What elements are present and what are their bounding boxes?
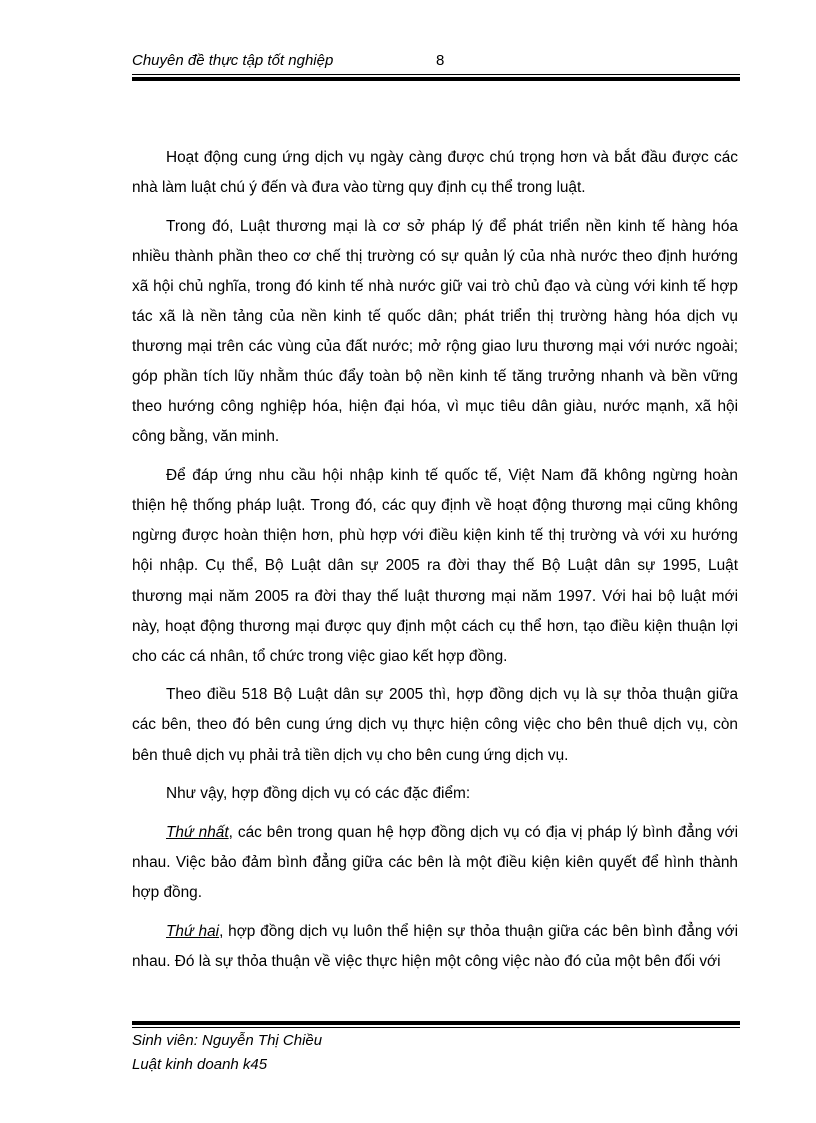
paragraph: Như vậy, hợp đồng dịch vụ có các đặc điểm:	[166, 785, 471, 803]
feature-text: , các bên trong quan hệ hợp đồng dịch vụ có địa vị pháp lý bình đẳng với nhau. Việc bảo đảm bình đẳng giữa các bên là một điều kiện kiên quyết để hình thành hợp đồng.	[132, 823, 738, 902]
feature-label: Thứ nhất	[166, 823, 229, 841]
header-rule-thin	[132, 74, 740, 75]
page-number: 8	[436, 52, 445, 69]
page-header	[132, 52, 740, 76]
page-footer	[132, 1029, 322, 1077]
paragraph: Theo điều 518 Bộ Luật dân sự 2005 thì, hợp đồng dịch vụ là sự thỏa thuận giữa các bên, theo đó bên cung ứng dịch vụ thực hiện công việc cho bên thuê dịch vụ, còn bên thuê dịch vụ phải trả tiền dịch vụ cho bên cung ứng dịch vụ.	[132, 686, 738, 764]
feature-paragraph-2	[132, 917, 738, 977]
header-rule-thick	[132, 77, 740, 81]
paragraph: Hoạt động cung ứng dịch vụ ngày càng được chú trọng hơn và bắt đầu được các nhà làm luật chú ý đến và đưa vào từng quy định cụ thể trong luật.	[132, 149, 738, 197]
paragraph: Để đáp ứng nhu cầu hội nhập kinh tế quốc tế, Việt Nam đã không ngừng hoàn thiện hệ thống pháp luật. Trong đó, các quy định về hoạt động thương mại cũng không ngừng được hoàn thiện hơn, phù hợp với điều kiện kinh tế thị trường và với xu hướng hội nhập. Cụ thể, Bộ Luật dân sự 2005 ra đời thay thế Bộ Luật dân sự 1995, Luật thương mại năm 2005 ra đời thay thế luật thương mại năm 1997. Với hai bộ luật mới này, hoạt động thương mại được quy định một cách cụ thể hơn, tạo điều kiện thuận lợi cho các cá nhân, tổ chức trong việc giao kết hợp đồng.	[132, 467, 738, 665]
document-body	[132, 143, 738, 977]
footer-rule-thin	[132, 1027, 740, 1028]
footer-student: Sinh viên: Nguyễn Thị Chiều	[132, 1032, 323, 1049]
feature-paragraph-1	[132, 818, 738, 908]
paragraph: Trong đó, Luật thương mại là cơ sở pháp lý để phát triển nền kinh tế hàng hóa nhiều thành phần theo cơ chế thị trường có sự quản lý của nhà nước theo định hướng xã hội chủ nghĩa, trong đó kinh tế nhà nước giữ vai trò chủ đạo và cùng với kinh tế hợp tác xã là nền tảng của nền kinh tế quốc dân; phát triển thị trường hàng hóa dịch vụ thương mại trên các vùng của đất nước; mở rộng giao lưu thương mại với nước ngoài; góp phần tích lũy nhằm thúc đẩy toàn bộ nền kinh tế tăng trưởng nhanh và bền vững theo hướng công nghiệp hóa, hiện đại hóa, vì mục tiêu dân giàu, nước mạnh, xã hội công bằng, văn minh.	[132, 217, 738, 446]
footer-class: Luật kinh doanh k45	[132, 1056, 268, 1073]
feature-text: , hợp đồng dịch vụ luôn thể hiện sự thỏa thuận giữa các bên bình đẳng với nhau. Đó là sự thỏa thuận về việc thực hiện một công việc nào đó của một bên đối với	[132, 922, 739, 970]
header-title: Chuyên đề thực tập tốt nghiệp	[132, 52, 334, 69]
footer-rule-thick	[132, 1021, 740, 1025]
feature-label: Thứ hai	[166, 922, 220, 940]
